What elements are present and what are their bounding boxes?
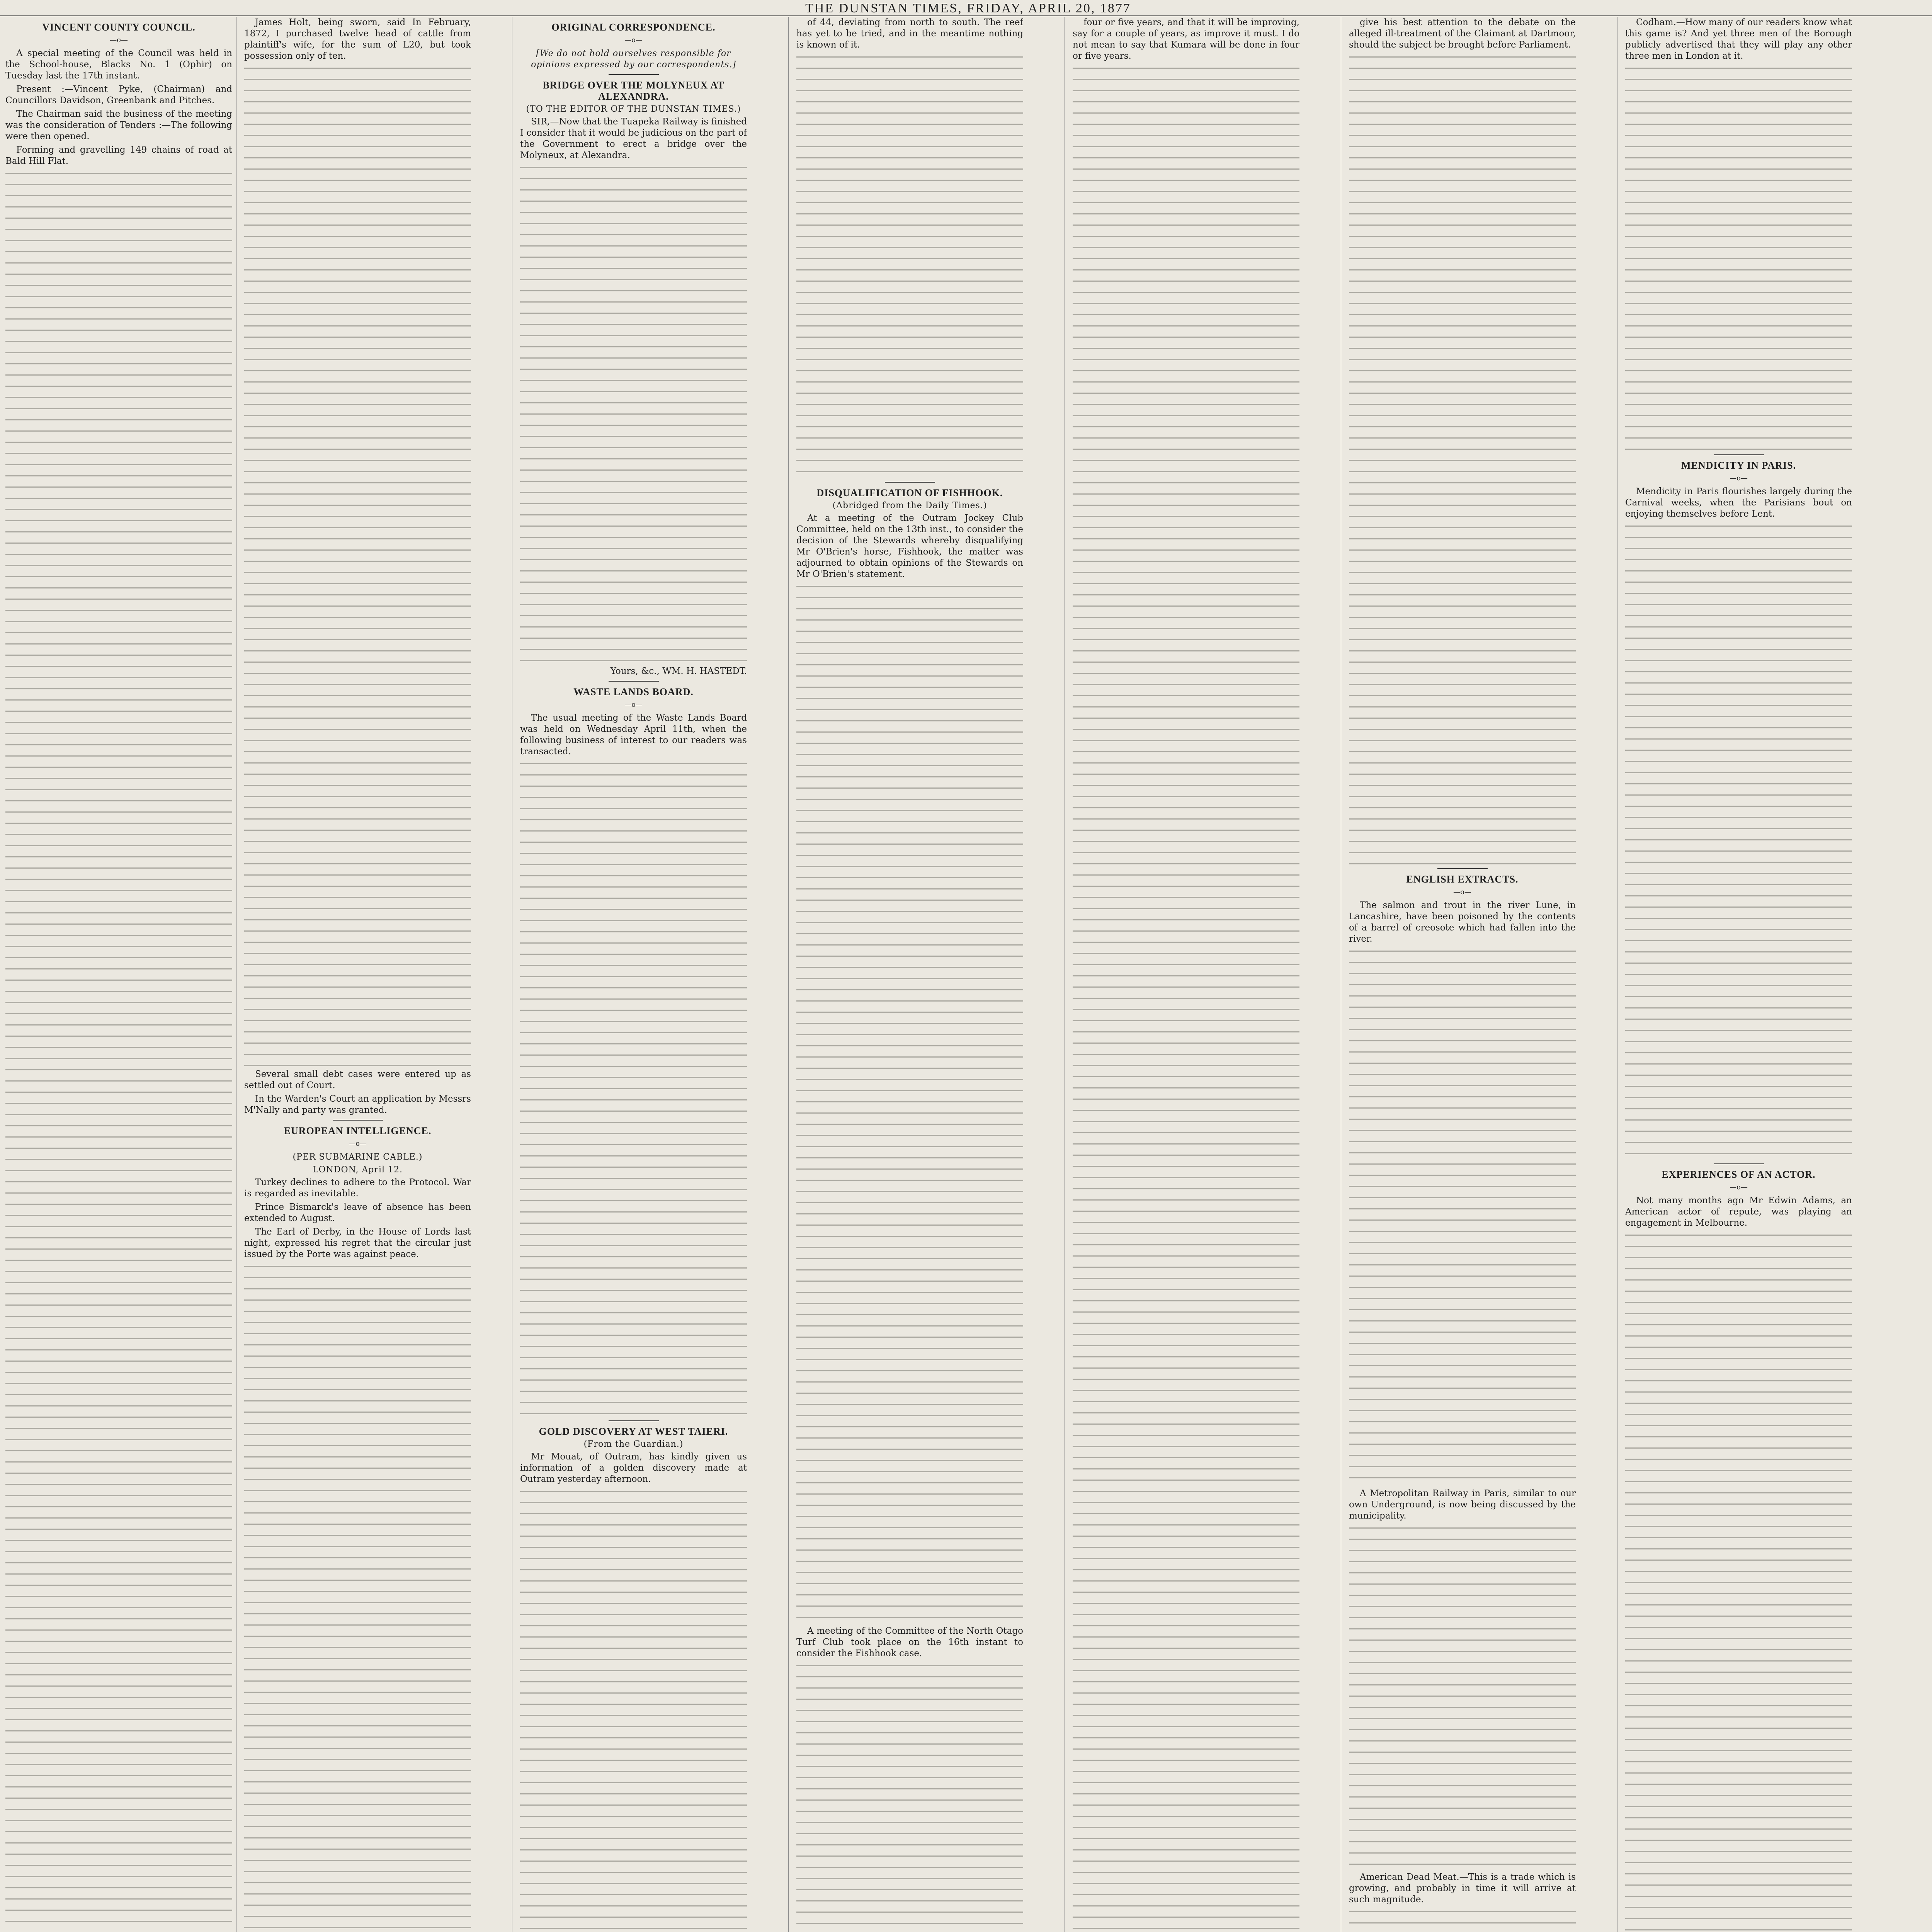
column-1 <box>5 17 232 1932</box>
article-paragraph: The salmon and trout in the river Lune, in Lancashire, have been poisoned by the contents of a barrel of creosote which had fallen into the river. <box>1349 900 1576 944</box>
article-subheading: [We do not hold ourselves responsible for opinions expressed by our correspondents.] <box>531 49 736 70</box>
article-paragraph: Not many months ago Mr Edwin Adams, an American actor of repute, was playing an engagement in Melbourne. <box>1625 1196 1852 1228</box>
text-body <box>1349 1908 1576 1932</box>
article-heading: GOLD DISCOVERY AT WEST TAIERI. <box>539 1426 728 1437</box>
text-body <box>1073 64 1299 1932</box>
article-subheading: (PER SUBMARINE CABLE.) <box>293 1152 423 1162</box>
article-heading: ORIGINAL CORRESPONDENCE. <box>551 22 716 33</box>
article-heading: EXPERIENCES OF AN ACTOR. <box>1662 1169 1816 1180</box>
section-rule <box>333 1120 383 1121</box>
article-subheading: (Abridged from the Daily Times.) <box>832 501 987 510</box>
article-heading: ENGLISH EXTRACTS. <box>1406 874 1519 885</box>
article-heading: MENDICITY IN PARIS. <box>1681 460 1796 471</box>
article-paragraph: Codham.—How many of our readers know what this game is? And yet three men of the Borough publicly advertised that they will play any other three men in London at it. <box>1625 17 1852 61</box>
text-body <box>244 64 471 1069</box>
section-rule <box>1714 454 1764 455</box>
ornament-divider: —o— <box>349 1139 367 1148</box>
section-rule <box>1437 868 1488 869</box>
text-body <box>520 1487 747 1932</box>
text-body <box>5 169 232 1932</box>
article-paragraph: Mendicity in Paris flourishes largely during the Carnival weeks, when the Parisians bout on enjoying themselves before Lent. <box>1625 486 1852 519</box>
columns <box>0 17 1932 1932</box>
column-7 <box>1625 17 1852 1932</box>
article-paragraph: In the Warden's Court an application by Messrs M'Nally and party was granted. <box>244 1094 471 1115</box>
section-rule <box>609 74 659 75</box>
article-paragraph: Prince Bismarck's leave of absence has been extended to August. <box>244 1202 471 1223</box>
column-rule <box>788 17 789 1932</box>
column-2 <box>244 17 471 1932</box>
text-body <box>1349 1524 1576 1872</box>
text-body <box>796 1662 1023 1932</box>
article-paragraph: Mr Mouat, of Outram, has kindly given us information of a golden discovery made at Outram yesterday afternoon. <box>520 1452 747 1484</box>
article-heading: WASTE LANDS BOARD. <box>573 686 694 697</box>
article-paragraph: give his best attention to the debate on the alleged ill-treatment of the Claimant at Dartmoor, should the subject be brought before Parliament. <box>1349 17 1576 50</box>
article-paragraph: Turkey declines to adhere to the Protocol. War is regarded as inevitable. <box>244 1177 471 1199</box>
masthead-title: THE DUNSTAN TIMES, FRIDAY, APRIL 20, 1877 <box>805 1 1131 15</box>
article-paragraph: At a meeting of the Outram Jockey Club Committee, held on the 13th inst., to consider the decision of the Stewards whereby disqualifying Mr O'Brien's horse, Fishhook, the matter was adjourned to obtain opinions of the Stewards on Mr O'Brien's statement. <box>796 513 1023 579</box>
ornament-divider: —o— <box>110 36 128 44</box>
ornament-divider: —o— <box>1730 474 1748 482</box>
column-6 <box>1349 17 1576 1932</box>
article-paragraph: four or five years, and that it will be improving, say for a couple of years, as improve it must. I do not mean to say that Kumara will be done in four or five years. <box>1073 17 1299 61</box>
article-paragraph: American Dead Meat.—This is a trade which is growing, and probably in time it will arrive at such magnitude. <box>1349 1872 1576 1905</box>
article-paragraph: SIR,—Now that the Tuapeka Railway is finished I consider that it would be judicious on the part of the Government to erect a bridge over the Molyneux, at Alexandra. <box>520 117 747 160</box>
text-body <box>1625 1231 1852 1932</box>
section-rule <box>885 482 935 483</box>
article-heading: BRIDGE OVER THE MOLYNEUX AT ALEXANDRA. <box>543 80 724 102</box>
ornament-divider: —o— <box>1453 888 1471 896</box>
article-paragraph: The Chairman said the business of the meeting was the consideration of Tenders :—The following were then opened. <box>5 109 232 141</box>
text-body <box>520 760 747 1417</box>
ornament-divider: —o— <box>624 36 643 44</box>
article-paragraph: A meeting of the Committee of the North Otago Turf Club took place on the 16th instant to consider the Fishhook case. <box>796 1626 1023 1658</box>
text-body <box>796 582 1023 1626</box>
text-body <box>796 53 1023 478</box>
section-rule <box>609 681 659 682</box>
masthead <box>0 0 1932 16</box>
column-3 <box>520 17 747 1932</box>
article-heading: VINCENT COUNTY COUNCIL. <box>42 22 196 33</box>
article-signature: Yours, &c., WM. H. HASTEDT. <box>610 666 747 676</box>
article-paragraph: The usual meeting of the Waste Lands Board was held on Wednesday April 11th, when the following business of interest to our readers was transacted. <box>520 713 747 757</box>
text-body <box>1349 947 1576 1488</box>
article-subheading: (TO THE EDITOR OF THE DUNSTAN TIMES.) <box>526 104 741 114</box>
article-heading: EUROPEAN INTELLIGENCE. <box>284 1125 432 1136</box>
text-body <box>244 1262 471 1932</box>
text-body <box>1349 53 1576 864</box>
article-paragraph: The Earl of Derby, in the House of Lords last night, expressed his regret that the circular just issued by the Porte was against peace. <box>244 1227 471 1259</box>
article-paragraph: Forming and gravelling 149 chains of road at Bald Hill Flat. <box>5 145 232 166</box>
article-subheading: (From the Guardian.) <box>583 1439 684 1449</box>
section-rule <box>609 1420 659 1421</box>
text-body <box>1625 522 1852 1160</box>
column-5 <box>1073 17 1299 1932</box>
article-paragraph: Present :—Vincent Pyke, (Chairman) and Councillors Davidson, Greenbank and Pitches. <box>5 84 232 105</box>
ornament-divider: —o— <box>1730 1183 1748 1191</box>
ornament-divider: —o— <box>624 701 643 709</box>
text-body <box>1625 64 1852 451</box>
column-4 <box>796 17 1023 1932</box>
text-body <box>520 163 747 666</box>
article-dateline: LONDON, April 12. <box>313 1165 403 1175</box>
section-rule <box>1714 1163 1764 1164</box>
article-heading: DISQUALIFICATION OF FISHHOOK. <box>816 487 1003 498</box>
article-paragraph: A Metropolitan Railway in Paris, similar to our own Underground, is now being discussed by the municipality. <box>1349 1488 1576 1521</box>
article-paragraph: of 44, deviating from north to south. The reef has yet to be tried, and in the meantime nothing is known of it. <box>796 17 1023 50</box>
article-paragraph: Several small debt cases were entered up as settled out of Court. <box>244 1069 471 1090</box>
article-paragraph: A special meeting of the Council was held in the School-house, Blacks No. 1 (Ophir) on Tuesday last the 17th instant. <box>5 48 232 81</box>
article-paragraph: James Holt, being sworn, said In February, 1872, I purchased twelve head of cattle from plaintiff's wife, for the sum of L20, but took possession only of ten. <box>244 17 471 61</box>
